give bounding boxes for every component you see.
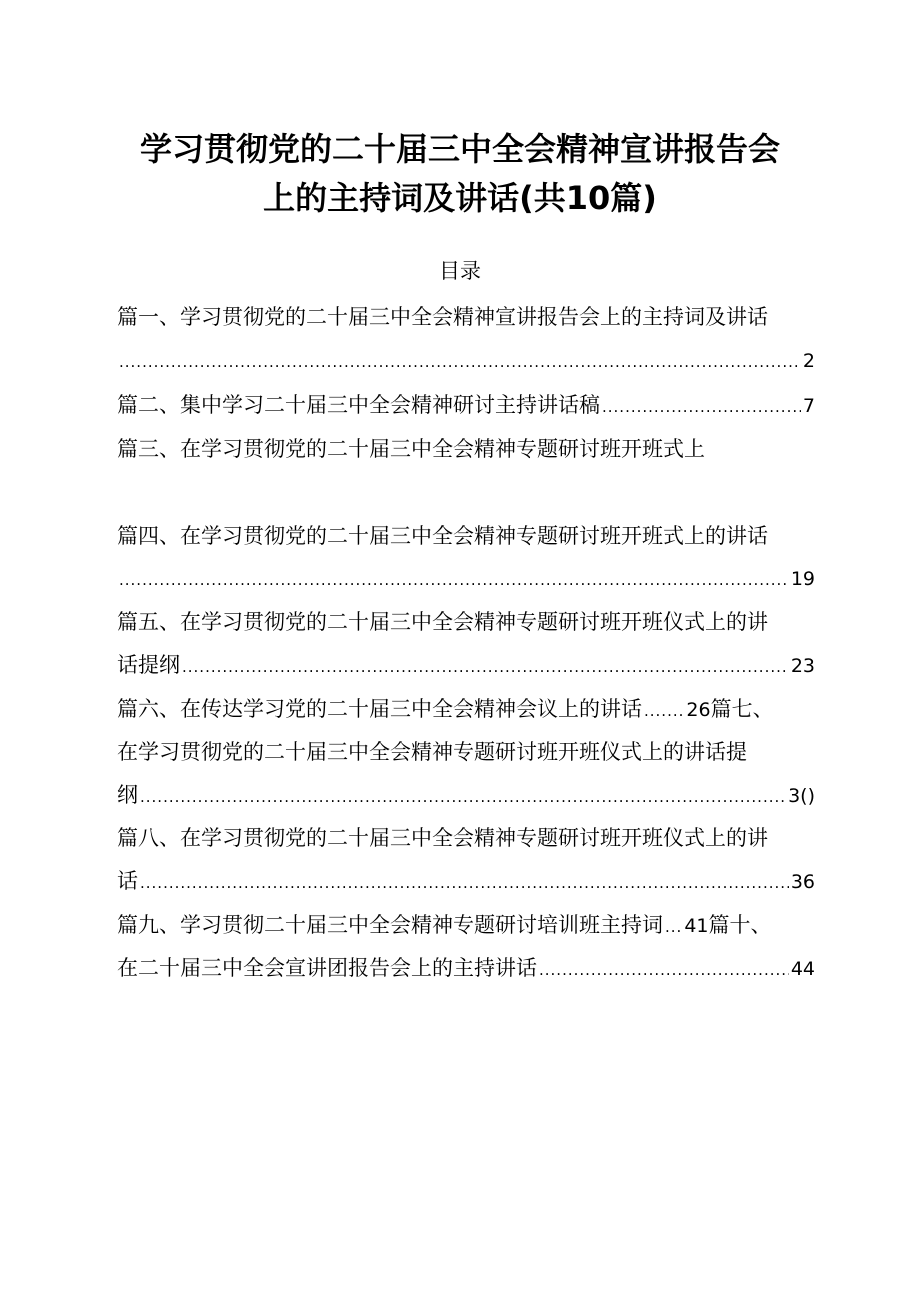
toc-entry-text: 篇一、学习贯彻党的二十届三中全会精神宣讲报告会上的主持词及讲话 <box>117 305 768 329</box>
dot-leader: ....... <box>644 702 685 720</box>
toc-page-number: 2 <box>802 350 815 372</box>
toc-entry-7-cont <box>117 780 815 810</box>
dot-leader <box>140 782 786 810</box>
toc-entry-text: 在学习贯彻党的二十届三中全会精神专题研讨班开班仪式上的讲话提 <box>117 740 747 764</box>
toc-entry-6 <box>117 694 827 724</box>
toc-page-number: 19 <box>790 568 815 590</box>
toc-entry-1-leader <box>117 346 815 376</box>
toc-entry-10 <box>117 953 815 983</box>
toc-entry-4-text <box>117 521 827 551</box>
toc-entry-3 <box>117 434 827 464</box>
toc-entry-text: 篇九、学习贯彻二十届三中全会精神专题研讨培训班主持词 <box>117 913 663 937</box>
dot-leader <box>119 347 801 376</box>
toc-page-number: 7 <box>802 395 815 417</box>
toc-entry-text: 篇七、 <box>710 697 774 721</box>
toc-entry-5-text <box>117 607 827 637</box>
dot-leader <box>602 392 801 420</box>
document-title-line-2: 上的主持词及讲话(共10篇) <box>263 179 657 217</box>
toc-entry-text: 篇六、在传达学习党的二十届三中全会精神会议上的讲话 <box>117 697 642 721</box>
toc-entry-7-text <box>117 737 827 767</box>
dot-leader <box>119 565 789 594</box>
toc-page-number: 3() <box>788 785 815 807</box>
toc-entry-text: 纲 <box>117 783 138 807</box>
toc-entry-text: 篇四、在学习贯彻党的二十届三中全会精神专题研讨班开班式上的讲话 <box>117 524 768 548</box>
toc-entry-8-text <box>117 823 827 853</box>
dot-leader <box>539 955 789 983</box>
toc-entry-text: 话提纲 <box>117 653 180 677</box>
toc-heading: 目录 <box>439 259 481 283</box>
toc-entry-1-text <box>117 302 827 332</box>
toc-entry-2 <box>117 390 815 420</box>
dot-leader: ... <box>665 918 683 936</box>
toc-entry-5-cont <box>117 650 815 680</box>
toc-entry-text: 篇八、在学习贯彻党的二十届三中全会精神专题研讨班开班仪式上的讲 <box>117 826 768 850</box>
toc-page-number: 23 <box>790 655 815 677</box>
toc-page-number: 26 <box>686 699 711 721</box>
toc-entry-text: 篇三、在学习贯彻党的二十届三中全会精神专题研讨班开班式上 <box>117 437 705 461</box>
toc-entry-8-cont <box>117 866 815 896</box>
toc-page-number: 36 <box>790 871 815 893</box>
dot-leader <box>140 868 789 896</box>
toc-page-number: 41 <box>684 915 709 937</box>
toc-entry-text: 篇五、在学习贯彻党的二十届三中全会精神专题研讨班开班仪式上的讲 <box>117 610 768 634</box>
document-title-line-1: 学习贯彻党的二十届三中全会精神宣讲报告会 <box>139 130 780 168</box>
toc-entry-text: 篇十、 <box>708 913 772 937</box>
dot-leader <box>182 652 789 680</box>
toc-entry-4-leader <box>117 564 815 594</box>
toc-page-number: 44 <box>790 958 815 980</box>
toc-entry-text: 在二十届三中全会宣讲团报告会上的主持讲话 <box>117 956 537 980</box>
toc-entry-text: 篇二、集中学习二十届三中全会精神研讨主持讲话稿 <box>117 393 600 417</box>
toc-entry-9 <box>117 910 827 940</box>
toc-entry-text: 话 <box>117 869 138 893</box>
